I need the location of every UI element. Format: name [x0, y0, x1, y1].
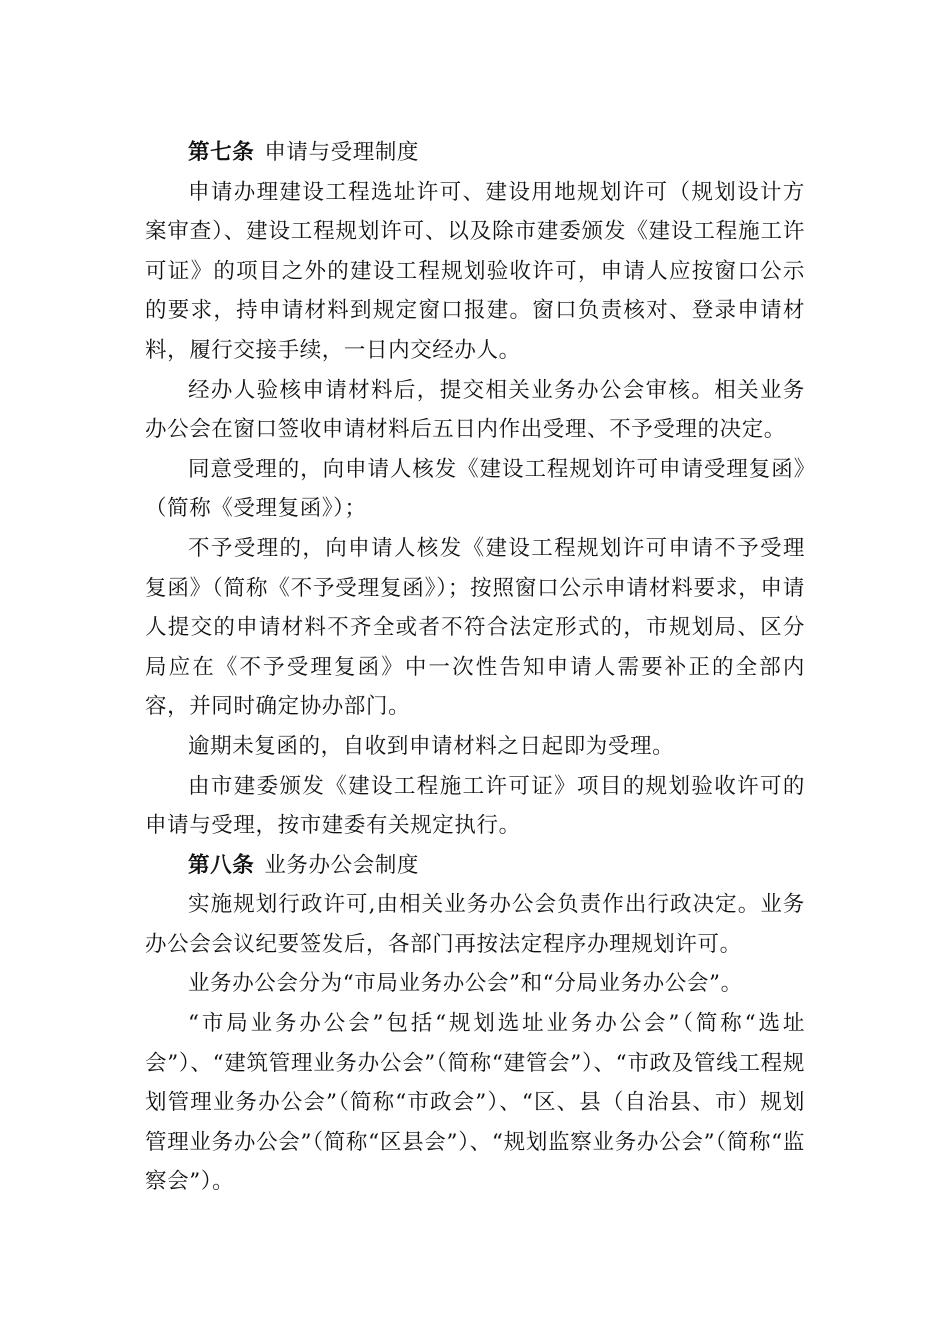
article-8-number: 第八条: [188, 852, 255, 878]
article-7-title: 申请与受理制度: [264, 140, 420, 165]
article-7-paragraph: 逾期未复函的，自收到申请材料之日起即为受理。: [188, 733, 675, 759]
article-7-heading: [145, 133, 805, 173]
article-7-paragraph: 不予受理的，向申请人核发《建设工程规划许可申请不予受理复函》（简称《不予受理复函》）；按照窗口公示申请材料要求，申请人提交的申请材料不齐全或者不符合法定形式的，市规划局、区分局应在《不予受理复函》中一次性告知申请人需要补正的全部内容，并同时确定协办部门。: [145, 535, 805, 720]
article-7-paragraph: 申请办理建设工程选址许可、建设用地规划许可（规划设计方案审查）、建设工程规划许可、以及除市建委颁发《建设工程施工许可证》的项目之外的建设工程规划验收许可，申请人应按窗口公示的要求，持申请材料到规定窗口报建。窗口负责核对、登录申请材料，履行交接手续，一日内交经办人。: [145, 179, 805, 363]
article-7-paragraph: 同意受理的，向申请人核发《建设工程规划许可申请受理复函》（简称《受理复函》）；: [145, 456, 805, 522]
article-8-paragraph: 业务办公会分为“市局业务办公会”和“分局业务办公会”。: [188, 971, 743, 997]
article-7-number: 第七条: [188, 140, 255, 165]
article-7-paragraph: 经办人验核申请材料后，提交相关业务办公会审核。相关业务办公会在窗口签收申请材料后五日内作出受理、不予受理的决定。: [145, 377, 805, 443]
document-body: [145, 133, 805, 1202]
article-8-paragraph: 实施规划行政许可,由相关业务办公会负责作出行政决定。业务办公会会议纪要签发后，各部门再按法定程序办理规划许可。: [145, 892, 805, 957]
article-7-paragraph: 由市建委颁发《建设工程施工许可证》项目的规划验收许可的申请与受理，按市建委有关规定执行。: [145, 773, 805, 839]
article-8-heading: [145, 846, 805, 886]
article-8-paragraph: “市局业务办公会”包括“规划选址业务办公会”（简称“选址会”）、“建筑管理业务办公会”（简称“建管会”）、“市政及管线工程规划管理业务办公会”（简称“市政会”）、“区、县（自治县、市）规划管理业务办公会”（简称“区县会”）、“规划监察业务办公会”（简称“监察会”）。: [145, 1011, 805, 1195]
article-8-title: 业务办公会制度: [264, 852, 420, 878]
